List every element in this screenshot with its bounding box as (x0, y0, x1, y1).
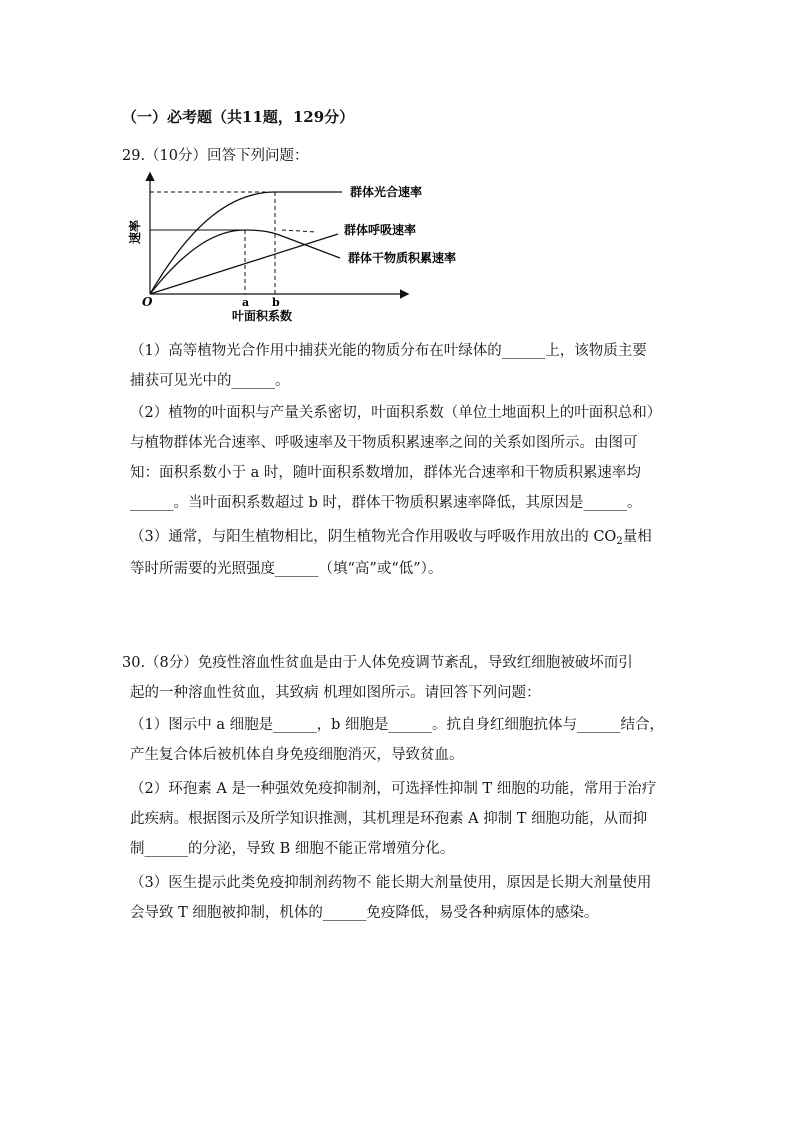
q30-p1a: （1）图示中 a 细胞是______，b 细胞是______。抗自身红细胞抗体与______结合， (130, 717, 664, 733)
tick-label-b: b (272, 296, 280, 309)
q30-p1b: 产生复合体后被机体自身免疫细胞消灭，导致贫血。 (130, 747, 464, 763)
leaf-area-chart (128, 172, 492, 332)
series-respiration (150, 234, 338, 294)
series-label-photosynthesis: 群体光合速率 (350, 185, 423, 199)
q29-p2a: （2）植物的叶面积与产量关系密切，叶面积系数（单位土地面积上的叶面积总和） (130, 405, 662, 421)
q30-title: 30.（8分）免疫性溶血性贫血是由于人体免疫调节紊乱，导致红细胞被破坏而引 (122, 655, 633, 671)
section-heading: （一）必考题（共11题，129分） (122, 108, 355, 126)
q30-p2c: 制______的分泌，导致 B 细胞不能正常增殖分化。 (130, 841, 455, 857)
q30-p2a: （2）环孢素 A 是一种强效免疫抑制剂，可选择性抑制 T 细胞的功能，常用于治疗 (130, 781, 657, 797)
q30-p3a: （3）医生提示此类免疫抑制剂药物不 能长期大剂量使用，原因是长期大剂量使用 (130, 875, 652, 891)
q30-title2: 起的一种溶血性贫血，其致病 机理如图所示。请回答下列问题： (130, 685, 541, 701)
q29-p2c: 知：面积系数小于 a 时，随叶面积系数增加，群体光合速率和干物质积累速率均 (130, 465, 641, 481)
guide-respiration-dash (282, 230, 317, 232)
q29-p1b: 捕获可见光中的______。 (130, 373, 290, 389)
q29-p1a: （1）高等植物光合作用中捕获光能的物质分布在叶绿体的______上，该物质主要 (130, 343, 647, 359)
q29-p3a: （3）通常，与阳生植物相比，阴生植物光合作用吸收与呼吸作用放出的 $CO_2$量相 (130, 529, 652, 547)
q30-p2b: 此疾病。根据图示及所学知识推测，其机理是环孢素 A 抑制 T 细胞功能，从而抑 (130, 811, 648, 827)
series-label-dry-matter: 群体干物质积累速率 (348, 251, 457, 265)
x-axis-label: 叶面积系数 (232, 309, 293, 323)
y-axis-label: 速率 (128, 219, 142, 244)
origin-label: O (142, 295, 153, 309)
series-photosynthesis (150, 192, 342, 294)
q29-p3b: 等时所需要的光照强度______（填“高”或“低”）。 (130, 561, 443, 577)
q30-p3b: 会导致 T 细胞被抑制，机体的______免疫降低，易受各种病原体的感染。 (130, 905, 599, 921)
tick-label-a: a (242, 296, 250, 309)
q29-title: 29.（10分）回答下列问题： (122, 148, 309, 164)
q29-p2d: ______。当叶面积系数超过 b 时，群体干物质积累速率降低，其原因是______。 (130, 495, 642, 511)
q29-p2b: 与植物群体光合速率、呼吸速率及干物质积累速率之间的关系如图所示。由图可 (130, 435, 638, 451)
series-label-respiration: 群体呼吸速率 (344, 223, 417, 237)
